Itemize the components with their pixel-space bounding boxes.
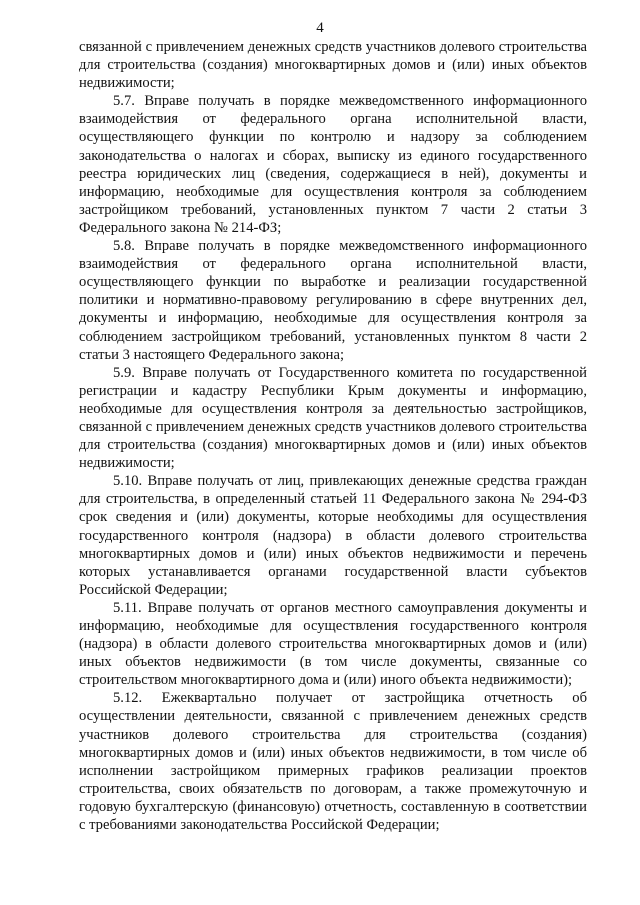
paragraph-5-12: 5.12. Ежеквартально получает от застройщика отчетность об осуществлении деятельности, связанной с привлечением денежных средств участников долевого строительства для строительства (создания) многоквартирных домов и (или) иных объектов недвижимости, в том числе об исполнении застройщиком примерных графиков реализации проектов строительства, своих обязательств по договорам, а также промежуточную и годовую бухгалтерскую (финансовую) отчетность, составленную в соответствии с требованиями законодательства Российской Федерации; [79, 690, 587, 834]
page-number: 4 [316, 20, 324, 36]
paragraph-5-8: 5.8. Вправе получать в порядке межведомственного информационного взаимодействия от федерального органа исполнительной власти, осуществляющего функции по выработке и реализации государственной политики и нормативно-правовому регулированию в сфере внутренних дел, документы и информацию, необходимые для осуществления контроля за соблюдением застройщиком требований, установленных пунктом 8 части 2 статьи 3 настоящего Федерального закона; [79, 238, 587, 363]
paragraph-5-10: 5.10. Вправе получать от лиц, привлекающих денежные средства граждан для строительства, в определенный статьей 11 Федерального закона № 294-ФЗ срок сведения и (или) документы, которые необходимы для осуществления государственного контроля (надзора) в области долевого строительства многоквартирных домов и (или) иных объектов недвижимости и перечень которых устанавливается органами государственной власти субъектов Российской Федерации; [79, 473, 587, 598]
paragraph-5-9: 5.9. Вправе получать от Государственного комитета по государственной регистрации и кадастру Республики Крым документы и информацию, необходимые для осуществления контроля за деятельностью застройщиков, связанной с привлечением денежных средств участников долевого строительства для строительства (создания) многоквартирных домов и (или) иных объектов недвижимости; [79, 364, 587, 472]
document-body [79, 38, 587, 834]
paragraph-continuation: связанной с привлечением денежных средств участников долевого строительства для строительства (создания) многоквартирных домов и (или) иных объектов недвижимости; [79, 39, 587, 92]
paragraph-5-7: 5.7. Вправе получать в порядке межведомственного информационного взаимодействия от федерального органа исполнительной власти, осуществляющего функции по контролю и надзору за соблюдением законодательства о налогах и сборах, выписку из единого государственного реестра юридических лиц (сведения, содержащиеся в ней), документы и информацию, необходимые для осуществления контроля за соблюдением застройщиком требований, установленных пунктом 7 части 2 статьи 3 Федерального закона № 214-ФЗ; [79, 93, 587, 236]
paragraph-5-11: 5.11. Вправе получать от органов местного самоуправления документы и информацию, необходимые для осуществления государственного контроля (надзора) в области долевого строительства многоквартирных домов и (или) иных объектов недвижимости (в том числе документы, связанные со строительством многоквартирного дома и (или) иного объекта недвижимости); [79, 599, 587, 689]
